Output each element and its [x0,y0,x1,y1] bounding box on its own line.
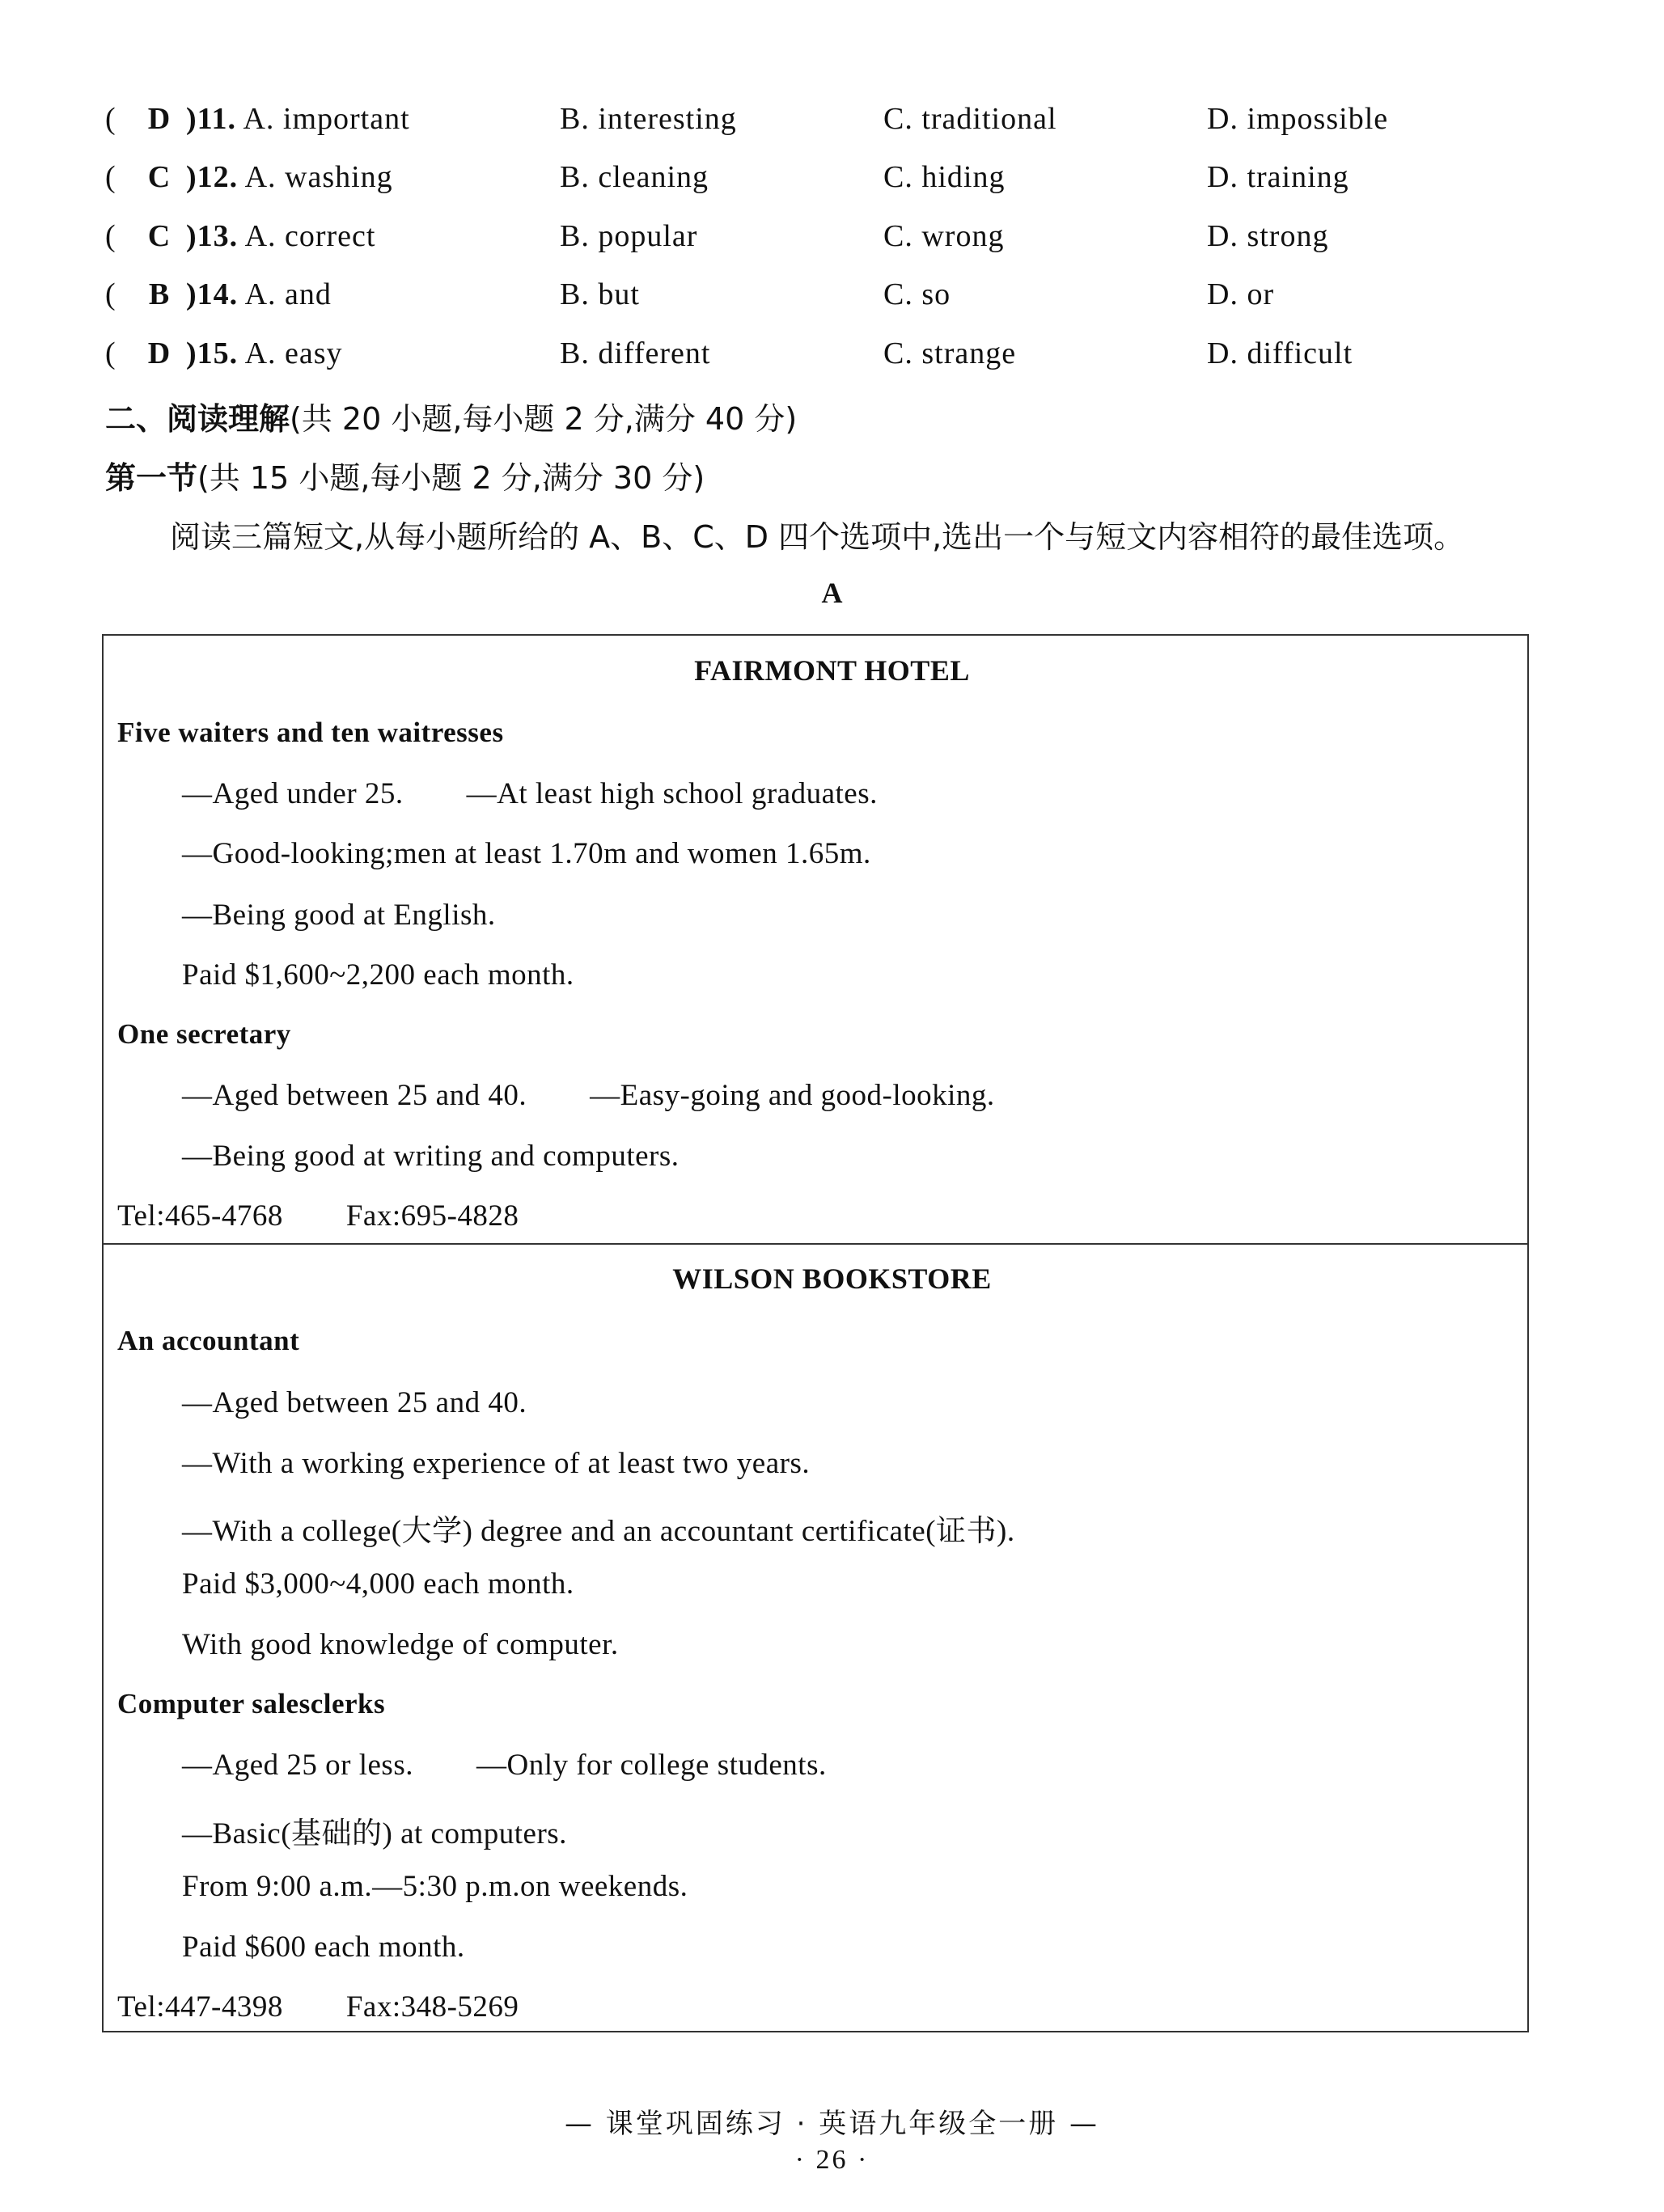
fairmont-job2-title: One secretary [117,1018,291,1050]
option-b: B. but [560,277,640,311]
question-number: )15. A. easy [186,336,343,370]
fairmont-job1-req3: —Being good at English. [182,899,496,932]
option-d: D. training [1207,160,1349,194]
option-b: B. cleaning [560,160,709,194]
question-number: )11. A. important [186,102,410,136]
option-a: A. correct [244,219,376,253]
fax-number: Fax:695-4828 [345,1199,519,1233]
question-number: )12. A. washing [186,160,393,194]
box-divider [102,1243,1529,1245]
option-a: A. important [243,102,410,136]
wilson-job2-title: Computer salesclerks [117,1688,386,1719]
option-a: A. washing [244,160,393,194]
question-number: )13. A. correct [186,219,376,253]
wilson-job2-req2: —Basic(基础的) at computers. [182,1817,567,1850]
wilson-job2-req1 [182,1748,827,1783]
wilson-job1-req1: —Aged between 25 and 40. [182,1386,527,1419]
wilson-job1-req3: —With a college(大学) degree and an accountant certificate(证书). [182,1515,1015,1548]
part-title: 第一节 [105,460,198,496]
answer-letter: C [147,219,171,253]
wilson-job2-pay: Paid $600 each month. [182,1931,465,1964]
fairmont-job1-pay: Paid $1,600~2,200 each month. [182,958,574,992]
answer-letter: D [147,102,171,136]
bracket-open: ( [105,277,116,311]
page-number: · 26 · [794,2145,870,2175]
bracket-open: ( [105,160,116,194]
wilson-job1-req2: —With a working experience of at least two years. [182,1447,811,1480]
option-b: B. interesting [560,102,737,136]
option-d: D. difficult [1207,336,1353,370]
option-c: C. traditional [883,102,1057,136]
wilson-job1-extra: With good knowledge of computer. [182,1628,619,1661]
fairmont-job1-req2: —Good-looking;men at least 1.70m and women 1.65m. [182,837,871,870]
answer-letter: B [148,277,171,311]
option-c: C. wrong [883,219,1005,253]
wilson-job1-pay: Paid $3,000~4,000 each month. [182,1567,574,1601]
option-d: D. strong [1207,219,1329,253]
wilson-contact [117,1990,519,2024]
option-c: C. so [883,277,951,311]
answer-letter: D [147,336,171,370]
section-note: (共 20 小题,每小题 2 分,满分 40 分) [290,401,798,437]
req-age: —Aged 25 or less. [182,1749,413,1782]
fairmont-contact [117,1199,519,1233]
req-age: —Aged between 25 and 40. [182,1079,527,1112]
book-title-footer: — 课堂巩固练习 · 英语九年级全一册 — [564,2108,1100,2140]
req-age: —Aged under 25. [182,777,404,810]
part-heading [105,453,705,497]
question-number: )14. A. and [186,277,332,311]
option-c: C. hiding [883,160,1006,194]
option-b: B. different [560,336,711,370]
req-education: —At least high school graduates. [466,777,878,810]
fairmont-heading: FAIRMONT HOTEL [694,654,970,687]
tel-number: Tel:465-4768 [117,1199,283,1233]
bracket-open: ( [105,102,116,136]
option-a: A. and [244,277,332,311]
req-student: —Only for college students. [476,1749,827,1782]
section-heading [105,394,797,438]
fax-number: Fax:348-5269 [345,1990,519,2024]
instruction-text: 阅读三篇短文,从每小题所给的 A、B、C、D 四个选项中,选出一个与短文内容相符的最佳选项。 [170,519,1465,555]
part-note: (共 15 小题,每小题 2 分,满分 30 分) [197,460,705,496]
section-title: 二、阅读理解 [105,401,290,437]
bracket-open: ( [105,219,116,253]
wilson-job2-hours: From 9:00 a.m.—5:30 p.m.on weekends. [182,1870,688,1903]
fairmont-job1-req1 [182,776,878,811]
fairmont-job2-req1 [182,1078,995,1113]
fairmont-job1-title: Five waiters and ten waitresses [117,717,504,748]
fairmont-job2-req2: —Being good at writing and computers. [182,1140,680,1173]
option-d: D. impossible [1207,102,1389,136]
bracket-open: ( [105,336,116,370]
tel-number: Tel:447-4398 [117,1990,283,2024]
option-c: C. strange [883,336,1017,370]
wilson-job1-title: An accountant [117,1325,300,1356]
req-personality: —Easy-going and good-looking. [590,1079,995,1112]
option-b: B. popular [560,219,698,253]
option-d: D. or [1207,277,1275,311]
passage-label: A [821,577,843,609]
wilson-heading: WILSON BOOKSTORE [672,1262,992,1295]
answer-letter: C [147,160,171,194]
option-a: A. easy [244,336,343,370]
